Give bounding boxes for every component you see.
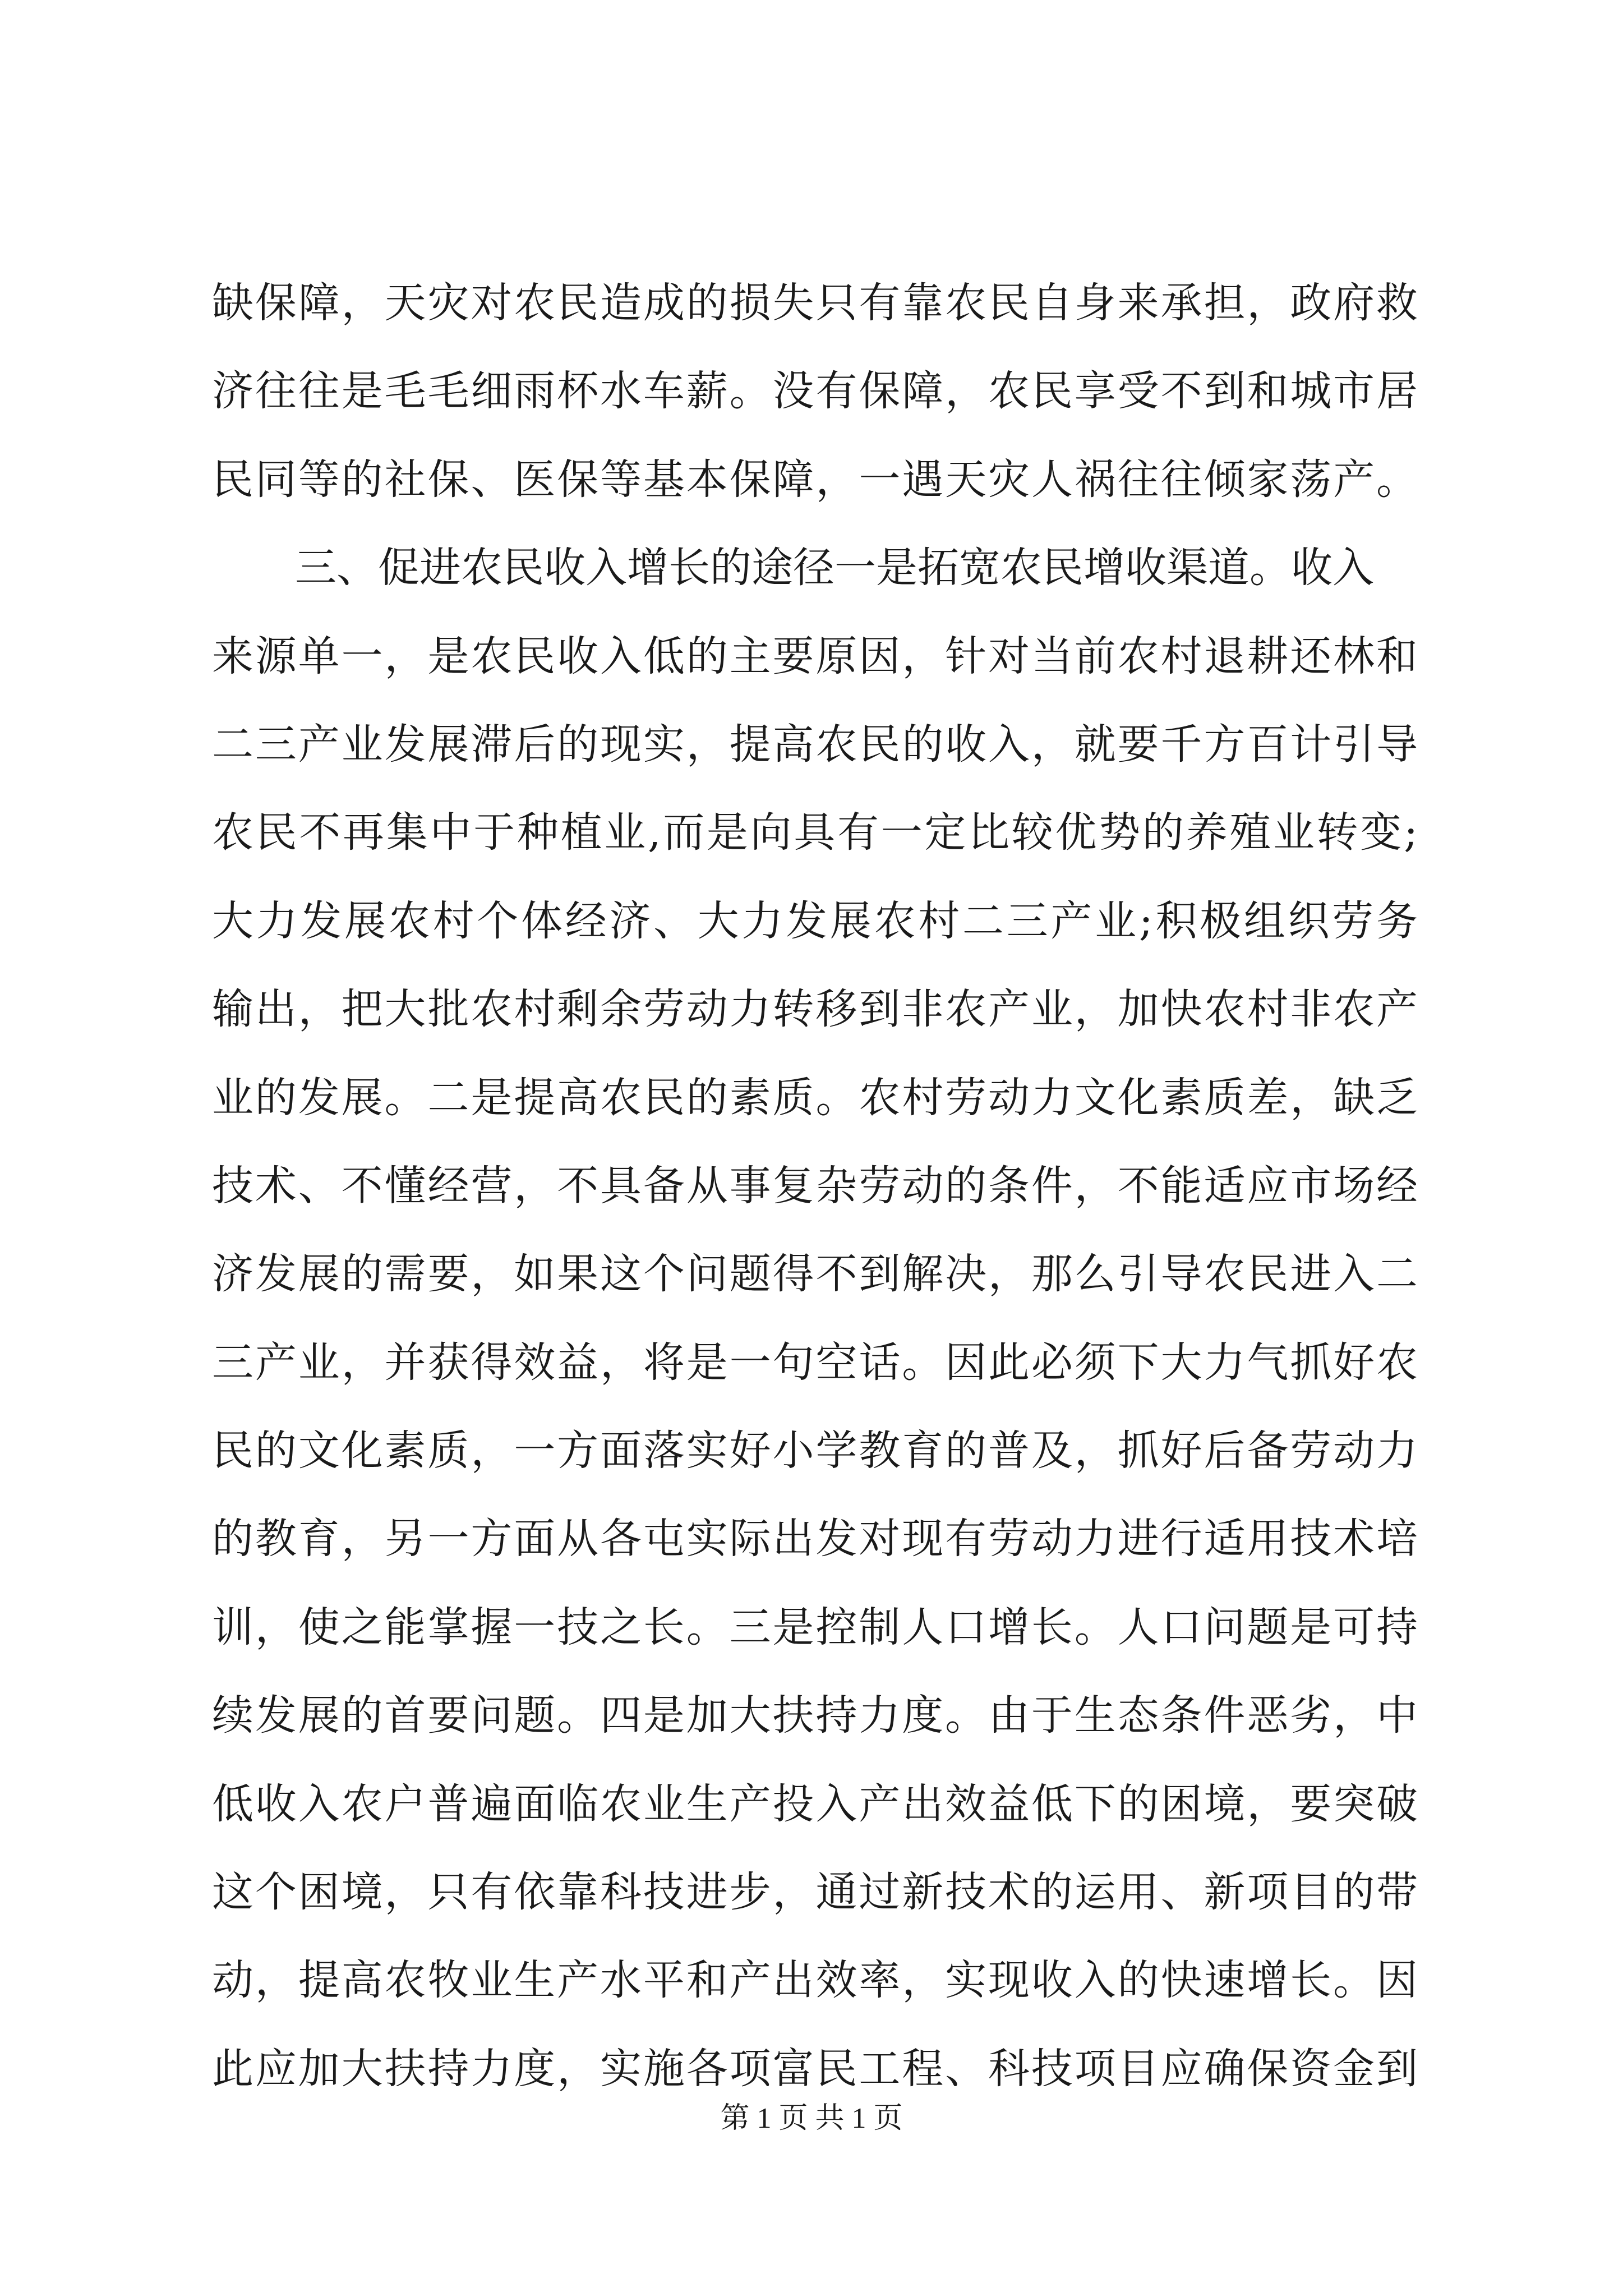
text-line-15: 的教育，另一方面从各屯实际出发对现有劳动力进行适用技术培 bbox=[212, 1515, 1418, 1563]
text-line-8: 大力发展农村个体经济、大力发展农村二三产业;积极组织劳务 bbox=[212, 896, 1418, 945]
text-line-13: 三产业，并获得效益，将是一句空话。因此必须下大力气抓好农 bbox=[212, 1338, 1418, 1387]
text-line-17: 续发展的首要问题。四是加大扶持力度。由于生态条件恶劣，中 bbox=[212, 1691, 1418, 1740]
text-line-4-paragraph-start: 三、促进农民收入增长的途径一是拓宽农民增收渠道。收入 bbox=[212, 544, 1374, 592]
text-line-1: 缺保障，天灾对农民造成的损失只有靠农民自身来承担，政府救 bbox=[212, 279, 1418, 327]
text-line-2: 济往往是毛毛细雨杯水车薪。没有保障，农民享受不到和城市居 bbox=[212, 367, 1418, 416]
text-line-18: 低收入农户普遍面临农业生产投入产出效益低下的困境，要突破 bbox=[212, 1779, 1418, 1828]
text-line-3: 民同等的社保、医保等基本保障，一遇天灾人祸往往倾家荡产。 bbox=[212, 455, 1418, 504]
text-line-21: 此应加大扶持力度，实施各项富民工程、科技项目应确保资金到 bbox=[212, 2044, 1418, 2093]
text-line-19: 这个困境，只有依靠科技进步，通过新技术的运用、新项目的带 bbox=[212, 1868, 1418, 1917]
text-line-14: 民的文化素质，一方面落实好小学教育的普及，抓好后备劳动力 bbox=[212, 1427, 1418, 1475]
body-text bbox=[212, 259, 1418, 2113]
text-line-11: 技术、不懂经营，不具备从事复杂劳动的条件，不能适应市场经 bbox=[212, 1161, 1418, 1210]
text-line-5: 来源单一，是农民收入低的主要原因，针对当前农村退耕还林和 bbox=[212, 632, 1418, 680]
page-number-footer: 第 1 页 共 1 页 bbox=[720, 2102, 903, 2134]
text-line-10: 业的发展。二是提高农民的素质。农村劳动力文化素质差，缺乏 bbox=[212, 1073, 1418, 1122]
text-line-12: 济发展的需要，如果这个问题得不到解决，那么引导农民进入二 bbox=[212, 1250, 1418, 1299]
text-line-7: 农民不再集中于种植业,而是向具有一定比较优势的养殖业转变; bbox=[212, 808, 1418, 857]
text-line-9: 输出，把大批农村剩余劳动力转移到非农产业，加快农村非农产 bbox=[212, 985, 1418, 1034]
text-line-16: 训，使之能掌握一技之长。三是控制人口增长。人口问题是可持 bbox=[212, 1603, 1418, 1651]
text-line-20: 动，提高农牧业生产水平和产出效率，实现收入的快速增长。因 bbox=[212, 1956, 1418, 2005]
text-line-6: 二三产业发展滞后的现实，提高农民的收入，就要千方百计引导 bbox=[212, 720, 1418, 769]
